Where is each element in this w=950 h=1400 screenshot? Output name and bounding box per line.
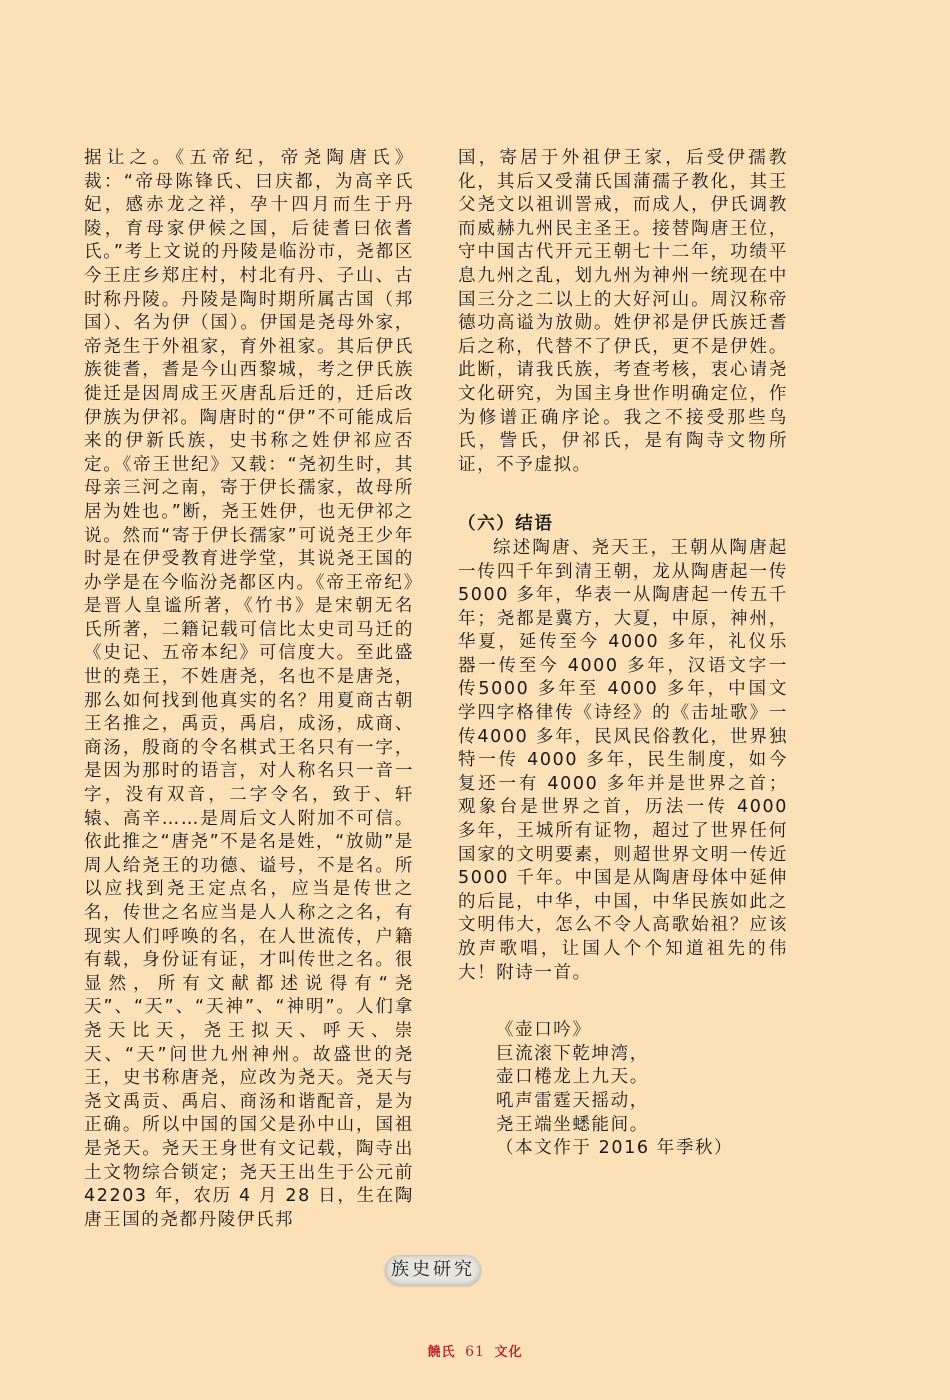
conclusion-paragraph: 综述陶唐、尧天王，王朝从陶唐起一传四千年到清王朝，龙从陶唐起一传5000 多年，华表一从陶唐起一传五千年；尧都是冀方，大夏，中原，神州，华夏，延传至今 4000 多年，礼仪乐器一传至今 4000 多年，汉语文字一传5000 多年至 4000 多年，中国文学四字格律传《诗经》的《击址歌》一传4000 多年，民风民俗教化，世界独特一传 4000 多年，民生制度，如今复还一有 4000 多年并是世界之首；观象台是世界之首，历法一传 4000 多年，王城所有证物，超过了世界任何国家的文明要素，则超世界文明一传近 5000 千年。中国是从陶唐母体中延伸的后昆，中华，中国，中华民族如此之文明伟大，怎么不令人高歌始祖？应该放声歌唱，让国人个个知道祖先的伟大！附诗一首。 bbox=[458, 537, 788, 983]
poem-line: 巨流滚下乾坤湾， bbox=[496, 1043, 649, 1064]
page-number: 61 bbox=[465, 1344, 485, 1360]
footer-right-word: 文化 bbox=[494, 1345, 523, 1360]
page-footer bbox=[0, 1341, 950, 1360]
poem-note: （本文作于 2016 年季秋） bbox=[496, 1138, 734, 1159]
section-heading: （六）结语 bbox=[458, 514, 554, 535]
poem-line: 吼声雷霆天摇动， bbox=[496, 1090, 649, 1111]
poem-line: 壶口棬龙上九天。 bbox=[496, 1067, 649, 1088]
right-text-column bbox=[458, 147, 788, 1161]
poem-line: 尧王端坐蟋能间。 bbox=[496, 1114, 649, 1135]
body-paragraph: 国，寄居于外祖伊王家，后受伊孺教化，其后又受蒲氏国蒲孺子教化，其王父尧文以祖训詈戒，而成人，伊氏调教而威赫九州民主圣王。接替陶唐王位，守中国古代开元王朝七十二年，功绩平息九州之乱，划九州为神州一统现在中国三分之二以上的大好河山。周汉称帝德功高谥为放勋。姓伊祁是伊氏族迁耆后之称，代替不了伊氏，更不是伊姓。此断，请我氏族，考查考核，衷心请尧文化研究，为国主身世作明确定位，作为修谱正确序论。我之不接受那些鸟氏，訾氏，伊祁氏，是有陶寺文物所证，不予虚拟。 bbox=[458, 148, 788, 475]
poem-block bbox=[458, 1019, 788, 1161]
poem-title: 《壶口吟》 bbox=[496, 1020, 592, 1041]
body-paragraph: 据让之。《五帝纪，帝尧陶唐氏》裁：“帝母陈锋氏、曰庆都，为高辛氏妃，感赤龙之祥，孕十四月而生于丹陵，育母家伊候之国，后徒耆曰依耆氏。”考上文说的丹陵是临汾市，尧都区今王庄乡郑庄村，村北有丹、子山、古时称丹陵。丹陵是陶时期所属古国（邦国）、名为伊（国）。伊国是尧母外家，帝尧生于外祖家，育外祖家。其后伊氏族徙耆，耆是今山西黎城，考之伊氏族徙迁是因周成王灭唐乱后迁的，迁后改伊族为伊祁。陶唐时的“伊”不可能成后来的伊新氏族，史书称之姓伊祁应否定。《帝王世纪》又载：“尧初生时，其母亲三河之南，寄于伊长孺家，故母所居为姓也。”断，尧王姓伊，也无伊祁之说。然而“寄于伊长孺家”可说尧王少年时是在伊受教育进学堂，其说尧王国的办学是在今临汾尧都区内。《帝王帝纪》是晋人皇谧所著，《竹书》是宋朝无名氏所著，二籍记载可信比太史司马迁的《史记、五帝本纪》可信度大。至此盛世的堯王，不姓唐尧，名也不是唐尧，那么如何找到他真实的名？用夏商古朝王名推之，禹贡，禹启，成汤，成商、商汤，殷商的令名棋式王名只有一字，是因为那时的语言，对人称名只一音一字，没有双音，二字令名，致于、轩辕、高辛……是周后文人附加不可信。依此推之“唐尧”不是名是姓，“放勋”是周人给尧王的功德、谥号，不是名。所以应找到尧王定点名，应当是传世之名，传世之名应当是人人称之之名，有现实人们呼唤的名，在人世流传，户籍有载，身份证有证，才叫传世之名。很显然，所有文献都述说得有“尧天”、“天”、“天神”、“神明”。人们拿尧天比天，尧王拟天、呼天、崇天、“天”问世九州神州。故盛世的尧王，史书称唐尧，应改为尧天。尧天与尧文禹贡、禹启、商汤和谐配音，是为正确。所以中国的国父是孙中山，国祖是尧天。尧天王身世有文记载，陶寺出土文物综合锁定；尧天王出生于公元前 42203 年，农历 4 月 28 日，生在陶唐王国的尧都丹陵伊氏邦 bbox=[84, 148, 414, 1230]
section-label-badge: 族史研究 bbox=[385, 1255, 481, 1285]
footer-left-word: 饒氏 bbox=[427, 1345, 456, 1360]
left-text-column bbox=[84, 147, 414, 1232]
